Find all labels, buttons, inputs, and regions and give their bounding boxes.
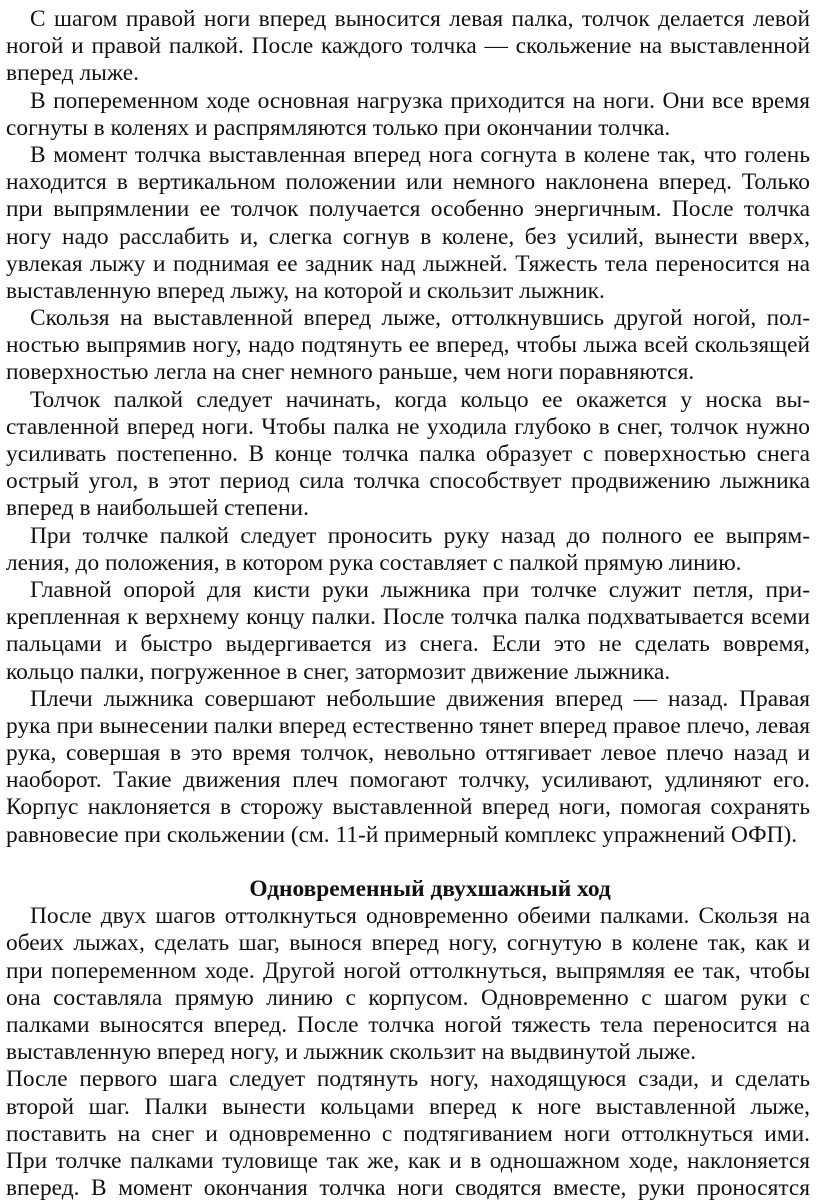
text-line: ностью выпрямив ногу, надо подтянуть ее вперед, чтобы лыжа всей скользящей	[6, 332, 810, 359]
text-line: второй шаг. Палки вынести кольцами вперед к ноге выставленной лыже,	[6, 1093, 810, 1120]
text-line: В момент толчка выставленная вперед нога согнута в колене так, что голень	[30, 141, 810, 168]
text-line: После двух шагов оттолкнуться одновременно обеими палками. Скользя на	[30, 903, 810, 930]
text-line: вперед в наибольшей степени.	[6, 495, 309, 522]
text-line: выставленную вперед лыжу, на которой и скользит лыжник.	[6, 277, 605, 304]
text-line: Корпус наклоняется в сторожу выставленной вперед ноги, помогая сохранять	[6, 794, 810, 821]
text-line: После первого шага следует подтянуть ногу, находящуюся сзади, и сделать	[6, 1066, 810, 1093]
text-line: поставить на снег и одновременно с подтягиванием ноги оттолкнуться ими.	[6, 1120, 810, 1147]
text-line: острый угол, в этот период сила толчка способствует продвижению лыжника	[6, 468, 810, 495]
paragraph-spacer	[6, 849, 810, 876]
text-line: В попеременном ходе основная нагрузка приходится на ноги. Они все время	[30, 87, 810, 114]
text-line: при выпрямлении ее толчок получается особенно энергичным. После толчка	[6, 196, 810, 223]
text-line: пальцами и быстро выдергивается из снега. Если это не сделать вовремя,	[6, 631, 810, 658]
text-line: рука, совершая в это время толчок, невольно оттягивает левое плечо назад и	[6, 740, 810, 767]
section-heading: Одновременный двухшажный ход	[249, 876, 611, 902]
text-line: равновесие при скольжении (см. 11-й примерный комплекс упражнений ОФП).	[6, 821, 798, 848]
text-line: Скользя на выставленной вперед лыже, оттолкнувшись другой ногой, пол-	[30, 305, 810, 332]
section-alternating-stride	[6, 6, 810, 849]
text-line: обеих лыжах, сделать шаг, вынося вперед ногу, согнутую в колене так, как и	[6, 930, 810, 957]
text-line: Толчок палкой следует начинать, когда кольцо ее окажется у носка вы-	[30, 386, 810, 413]
text-line: При толчке палками туловище так же, как и в одношажном ходе, наклоняется	[6, 1147, 810, 1174]
text-line: С шагом правой ноги вперед выносится левая палка, толчок делается левой	[30, 6, 810, 32]
text-line: усиливать постепенно. В конце толчка палка образует с поверхностью снега	[6, 441, 810, 467]
text-line: ления, до положения, в котором рука составляет с палкой прямую линию.	[6, 549, 742, 576]
text-line: Главной опорой для кисти руки лыжника при толчке служит петля, при-	[30, 576, 810, 603]
text-line: ногу надо расслабить и, слегка согнув в колене, без усилий, вынести вверх,	[6, 223, 810, 250]
text-line: вперед. В момент окончания толчка ноги сводятся вместе, руки проносятся	[6, 1175, 810, 1202]
text-line: При толчке палкой следует проносить руку назад до полного ее выпрям-	[30, 522, 810, 549]
text-line: вперед лыже.	[6, 60, 139, 87]
text-line: поверхностью легла на снег немного раньше, чем ноги поравняются.	[6, 359, 695, 386]
text-line: находится в вертикальном положении или немного наклонена вперед. Только	[6, 169, 810, 196]
text-line: ставленной вперед ноги. Чтобы палка не уходила глубоко в снег, толчок нужно	[6, 413, 810, 440]
text-line: кольцо палки, погруженное в снег, затормозит движение лыжника.	[6, 658, 671, 685]
text-line: выставленную вперед ногу, и лыжник скользит на выдвинутой лыже.	[6, 1039, 697, 1066]
text-line: она составляла прямую линию с корпусом. Одновременно с шагом руки с	[6, 984, 810, 1011]
text-line: увлекая лыжу и поднимая ее задник над лыжней. Тяжесть тела переносится на	[6, 250, 810, 277]
text-line: согнуты в коленях и распрямляются только при окончании толчка.	[6, 114, 671, 141]
text-line: рука при вынесении палки вперед естественно тянет вперед правое плечо, левая	[6, 712, 810, 739]
text-line: при попеременном ходе. Другой ногой оттолкнуться, выпрямляя ее так, чтобы	[6, 957, 810, 984]
text-line: ногой и правой палкой. После каждого толчка — скольжение на выставленной	[6, 33, 810, 60]
text-line: наоборот. Такие движения плеч помогают толчку, усиливают, удлиняют его.	[6, 767, 810, 794]
text-line: палками выносятся вперед. После толчка ногой тяжесть тела переносится на	[6, 1011, 810, 1038]
text-line: крепленная к верхнему концу палки. После толчка палка подхватывается всеми	[6, 604, 810, 631]
text-line: Плечи лыжника совершают небольшие движения вперед — назад. Правая	[30, 685, 810, 712]
section-simultaneous-two-step	[6, 903, 810, 1202]
